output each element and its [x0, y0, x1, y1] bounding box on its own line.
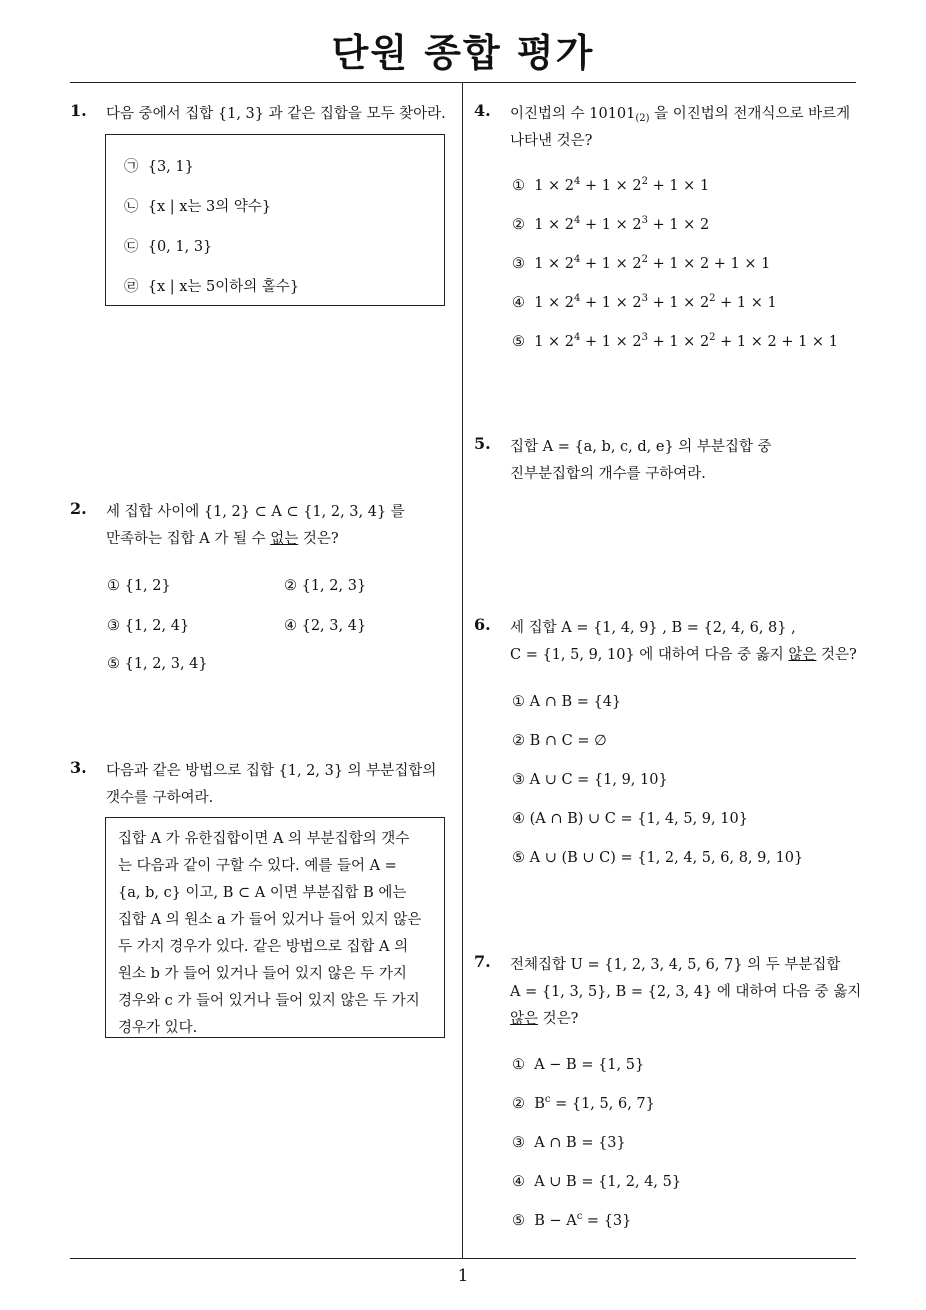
question-text-line: 갯수를 구하여라. — [106, 790, 214, 806]
top-rule — [70, 82, 856, 83]
option-1[interactable]: ① A ∩ B = {4} — [512, 694, 622, 710]
question-6 — [474, 615, 864, 669]
question-4 — [474, 101, 864, 155]
question-number: 1. — [70, 101, 87, 120]
question-text-line: 다음과 같은 방법으로 집합 {1, 2, 3} 의 부분집합의 — [106, 763, 437, 779]
choice-item: ㉡ {x | x는 3의 약수} — [124, 199, 272, 215]
explanation-line: 집합 A 의 원소 a 가 들어 있거나 들어 있지 않은 — [118, 912, 422, 928]
explanation-line: 집합 A 가 유한집합이면 A 의 부분집합의 갯수 — [118, 831, 410, 847]
question-text-line: 만족하는 집합 A 가 될 수 없는 것은? — [106, 531, 339, 547]
option-3[interactable]: ③ {1, 2, 4} — [107, 618, 190, 634]
question-7 — [474, 952, 864, 1033]
question-2 — [70, 499, 460, 553]
option-1[interactable]: ① $1 \times 2^4 + 1 \times 2^2 + 1 \times 1$ — [512, 176, 710, 194]
option-4[interactable]: ④ $1 \times 2^4 + 1 \times 2^3 + 1 \times 2^2 + 1 \times 1$ — [512, 293, 777, 311]
choice-item: ㉣ {x | x는 5이하의 홀수} — [124, 279, 300, 295]
question-text-line: 집합 A = {a, b, c, d, e} 의 부분집합 중 — [510, 439, 772, 455]
explanation-line: 경우가 있다. — [118, 1020, 198, 1036]
question-text-line: 않은 것은? — [510, 1011, 579, 1027]
option-2[interactable]: ② B ∩ C = ∅ — [512, 733, 607, 749]
choice-item: ㉠ {3, 1} — [124, 159, 194, 175]
question-text-line: 나타낸 것은? — [510, 133, 593, 149]
explanation-box — [105, 817, 445, 1038]
option-2[interactable]: ② $1 \times 2^4 + 1 \times 2^3 + 1 \times 2$ — [512, 215, 710, 233]
page-number: 1 — [457, 1266, 469, 1286]
option-4[interactable]: ④ A ∪ B = {1, 2, 4, 5} — [512, 1174, 682, 1190]
question-text-line: C = {1, 5, 9, 10} 에 대하여 다음 중 옳지 않은 것은? — [510, 647, 857, 663]
option-4[interactable]: ④ (A ∩ B) ∪ C = {1, 4, 5, 9, 10} — [512, 811, 748, 827]
question-text: 다음 중에서 집합 {1, 3} 과 같은 집합을 모두 찾아라. — [106, 106, 446, 122]
option-4[interactable]: ④ {2, 3, 4} — [284, 618, 367, 634]
option-2[interactable]: ② {1, 2, 3} — [284, 578, 367, 594]
question-text-line: 세 집합 사이에 {1, 2} ⊂ A ⊂ {1, 2, 3, 4} 를 — [106, 504, 405, 520]
option-1[interactable]: ① A − B = {1, 5} — [512, 1057, 645, 1073]
question-text-line: 전체집합 U = {1, 2, 3, 4, 5, 6, 7} 의 두 부분집합 — [510, 957, 841, 973]
option-3[interactable]: ③ A ∩ B = {3} — [512, 1135, 626, 1151]
question-3 — [70, 758, 460, 812]
question-text-line: A = {1, 3, 5}, B = {2, 3, 4} 에 대하여 다음 중 옳지 — [510, 984, 862, 1000]
option-5[interactable]: ⑤ $1 \times 2^4 + 1 \times 2^3 + 1 \times 2^2 + 1 \times 2 + 1 \times 1$ — [512, 332, 838, 350]
question-text-line: 진부분집합의 개수를 구하여라. — [510, 466, 706, 482]
question-5 — [474, 434, 864, 488]
question-number: 3. — [70, 758, 87, 777]
option-5[interactable]: ⑤ {1, 2, 3, 4} — [107, 656, 208, 672]
choice-item: ㉢ {0, 1, 3} — [124, 239, 213, 255]
explanation-line: {a, b, c} 이고, B ⊂ A 이면 부분집합 B 에는 — [118, 885, 407, 901]
option-5[interactable]: ⑤ $B - A^c = \{3\}$ — [512, 1211, 632, 1229]
question-number: 4. — [474, 101, 491, 120]
explanation-line: 두 가지 경우가 있다. 같은 방법으로 집합 A 의 — [118, 939, 409, 955]
option-2[interactable]: ② $B^c = \{1$, 5, 6, 7} — [512, 1094, 655, 1112]
question-number: 6. — [474, 615, 491, 634]
explanation-line: 는 다음과 같이 구할 수 있다. 예를 들어 A = — [118, 858, 397, 874]
option-5[interactable]: ⑤ A ∪ (B ∪ C) = {1, 2, 4, 5, 6, 8, 9, 10} — [512, 850, 804, 866]
choices-box — [105, 134, 445, 306]
option-3[interactable]: ③ A ∪ C = {1, 9, 10} — [512, 772, 668, 788]
question-text-line: 이진법의 수 $10101_{(2)}$ 을 이진법의 전개식으로 바르게 — [510, 106, 851, 124]
option-1[interactable]: ① {1, 2} — [107, 578, 171, 594]
explanation-line: 경우와 c 가 들어 있거나 들어 있지 않은 두 가지 — [118, 993, 420, 1009]
question-number: 7. — [474, 952, 491, 971]
bottom-rule — [70, 1258, 856, 1259]
page-title: 단원 종합 평가 — [331, 31, 595, 75]
question-1 — [70, 101, 460, 128]
explanation-line: 원소 b 가 들어 있거나 들어 있지 않은 두 가지 — [118, 966, 407, 982]
question-text-line: 세 집합 A = {1, 4, 9} , B = {2, 4, 6, 8} , — [510, 620, 796, 636]
question-number: 2. — [70, 499, 87, 518]
column-divider — [462, 83, 463, 1258]
option-3[interactable]: ③ $1 \times 2^4 + 1 \times 2^2 + 1 \times 2 + 1 \times 1$ — [512, 254, 771, 272]
question-number: 5. — [474, 434, 491, 453]
